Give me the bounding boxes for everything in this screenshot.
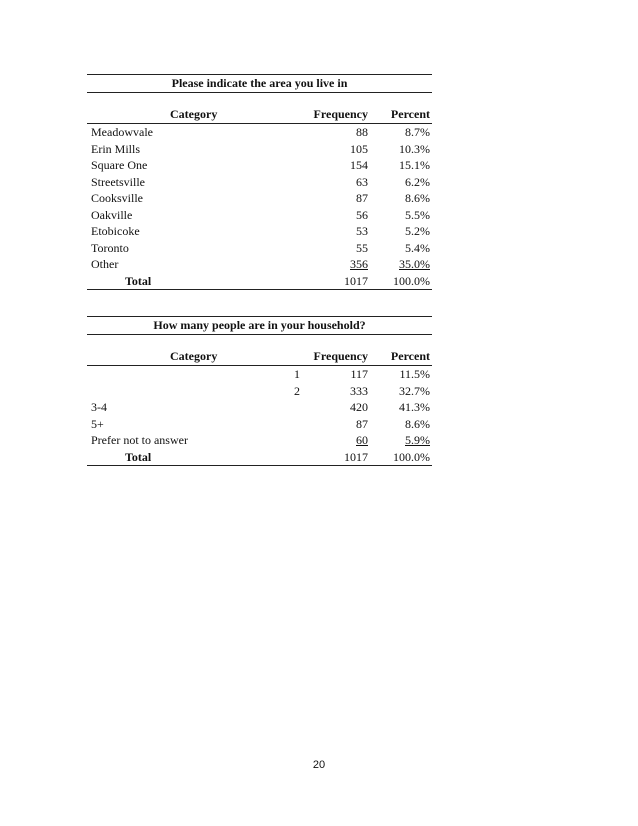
row-category: Square One bbox=[91, 158, 148, 172]
row-category: Erin Mills bbox=[91, 141, 141, 156]
household-table-title: How many people are in your household? bbox=[87, 316, 432, 335]
row-percent: 5.2% bbox=[405, 224, 430, 238]
row-frequency: 333 bbox=[350, 383, 368, 398]
row-frequency: 420 bbox=[350, 400, 368, 414]
header-frequency: Frequency bbox=[313, 349, 368, 363]
row-percent: 5.5% bbox=[405, 207, 430, 222]
header-category: Category bbox=[170, 349, 218, 363]
row-percent: 5.4% bbox=[405, 240, 430, 255]
row-frequency: 87 bbox=[356, 191, 368, 205]
row-category: 3-4 bbox=[91, 400, 107, 414]
table-row bbox=[87, 432, 432, 449]
row-percent: 10.3% bbox=[399, 141, 430, 156]
table-row bbox=[87, 124, 432, 141]
row-frequency: 154 bbox=[350, 158, 368, 172]
table-row bbox=[87, 256, 432, 273]
household-table bbox=[87, 316, 432, 466]
row-category: Etobicoke bbox=[91, 224, 140, 238]
row-frequency: 53 bbox=[356, 224, 368, 238]
row-frequency: 55 bbox=[356, 240, 368, 255]
table-row bbox=[87, 399, 432, 416]
row-frequency: 88 bbox=[356, 125, 368, 139]
header-percent: Percent bbox=[390, 107, 430, 121]
row-category: Other bbox=[91, 257, 119, 271]
table-row bbox=[87, 240, 432, 257]
table-row bbox=[87, 383, 432, 400]
row-percent: 11.5% bbox=[399, 367, 430, 381]
area-table bbox=[87, 74, 432, 290]
table-row bbox=[87, 366, 432, 383]
row-percent: 8.6% bbox=[405, 416, 430, 431]
total-label: Total bbox=[125, 449, 152, 464]
total-frequency: 1017 bbox=[344, 273, 368, 288]
row-percent: 8.7% bbox=[405, 125, 430, 139]
row-category: Oakville bbox=[91, 207, 133, 222]
row-frequency: 63 bbox=[356, 174, 368, 189]
total-label: Total bbox=[125, 273, 152, 288]
row-category: Streetsville bbox=[91, 174, 145, 189]
row-frequency: 60 bbox=[356, 433, 368, 447]
total-percent: 100.0% bbox=[393, 273, 430, 288]
table-row bbox=[87, 174, 432, 191]
table-row bbox=[87, 157, 432, 174]
area-table-title: Please indicate the area you live in bbox=[87, 74, 432, 93]
row-percent: 35.0% bbox=[399, 257, 430, 271]
area-table-header bbox=[87, 106, 432, 124]
total-percent: 100.0% bbox=[393, 449, 430, 464]
total-row bbox=[87, 449, 432, 467]
row-frequency: 356 bbox=[350, 257, 368, 271]
row-code: 1 bbox=[294, 367, 300, 381]
table-row bbox=[87, 207, 432, 224]
row-percent: 15.1% bbox=[399, 158, 430, 172]
household-table-header bbox=[87, 348, 432, 366]
row-frequency: 105 bbox=[350, 141, 368, 156]
row-percent: 41.3% bbox=[399, 400, 430, 414]
table-row bbox=[87, 190, 432, 207]
row-category: Toronto bbox=[91, 240, 129, 255]
row-category: Prefer not to answer bbox=[91, 433, 188, 447]
row-code: 2 bbox=[294, 383, 300, 398]
row-percent: 8.6% bbox=[405, 191, 430, 205]
header-percent: Percent bbox=[390, 349, 430, 363]
row-category: Meadowvale bbox=[91, 125, 153, 139]
row-percent: 5.9% bbox=[405, 433, 430, 447]
row-percent: 6.2% bbox=[405, 174, 430, 189]
row-category: 5+ bbox=[91, 416, 104, 431]
row-frequency: 87 bbox=[356, 416, 368, 431]
total-row bbox=[87, 273, 432, 291]
table-row bbox=[87, 416, 432, 433]
row-frequency: 117 bbox=[350, 367, 368, 381]
table-row bbox=[87, 141, 432, 158]
page-number: 20 bbox=[312, 759, 326, 771]
row-category: Cooksville bbox=[91, 191, 144, 205]
total-frequency: 1017 bbox=[344, 449, 368, 464]
header-category: Category bbox=[170, 107, 218, 121]
header-frequency: Frequency bbox=[313, 107, 368, 121]
row-frequency: 56 bbox=[356, 207, 368, 222]
table-row bbox=[87, 223, 432, 240]
row-percent: 32.7% bbox=[399, 383, 430, 398]
